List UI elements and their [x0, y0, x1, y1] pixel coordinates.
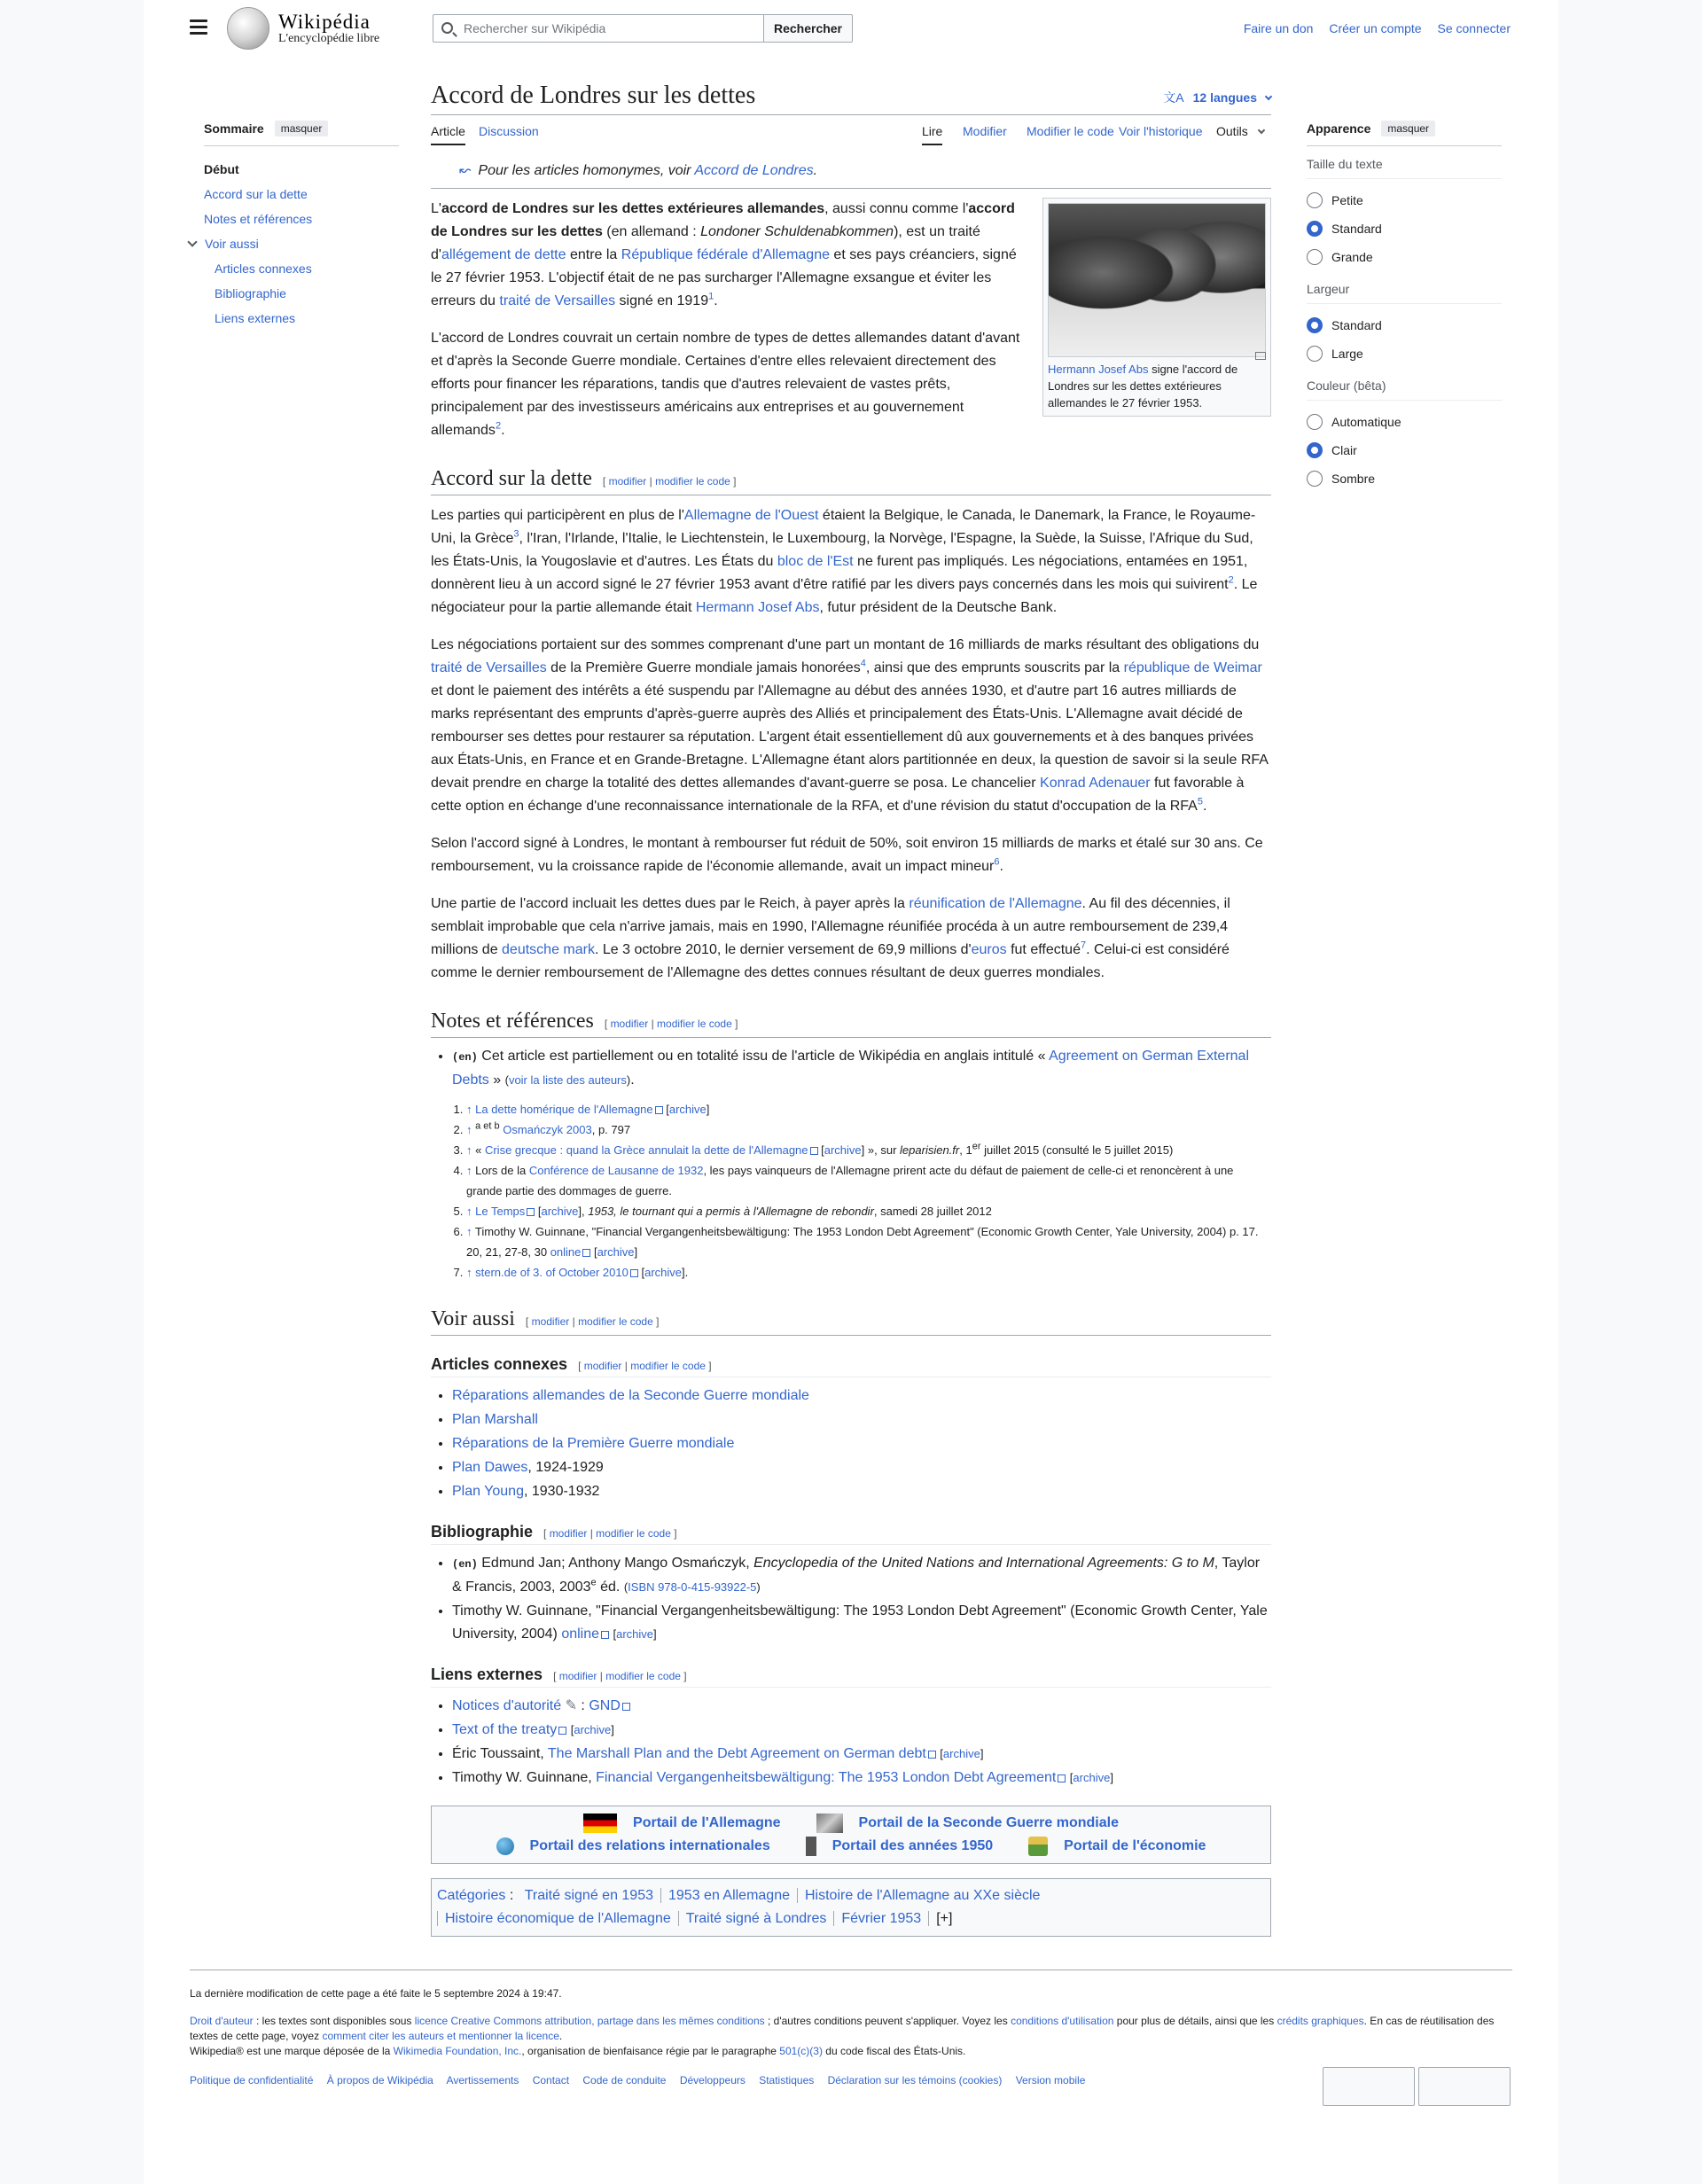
- color-auto-radio[interactable]: Automatique: [1307, 408, 1502, 436]
- toc-item-voir-aussi[interactable]: Voir aussi: [204, 231, 399, 256]
- wikipedia-tagline: L'encyclopédie libre: [278, 32, 380, 45]
- category-link[interactable]: Février 1953: [833, 1911, 928, 1926]
- toc-hide-button[interactable]: masquer: [275, 121, 329, 136]
- list-item: • Text of the treaty [archive]: [452, 1719, 1271, 1742]
- intro-paragraph-2: L'accord de Londres couvrait un certain nombre de types de dettes allemandes datant d'avant et d'après la Seconde Guerre mondiale. Certaines d'entre elles relevaient directement des efforts pour financer les réparations, tandis que d'autres relevaient de vastes prêts, principalement par des investisseurs américains aux entreprises et au gouvernement allemands$^2$.: [431, 331, 1020, 438]
- appearance-panel: [1307, 121, 1502, 493]
- section-heading-articles-connexes: Articles connexes [ modifier | modifier le code ]: [431, 1355, 1271, 1377]
- translation-note: • (en) Cet article est partiellement ou en totalité issu de l'article de Wikipédia en anglais intitulé « Agreement on German External Debts » (voir la liste des auteurs).: [431, 1045, 1271, 1092]
- section-heading-bibliographie: Bibliographie [ modifier | modifier le code ]: [431, 1523, 1271, 1545]
- toc-title: Sommaire: [204, 121, 264, 136]
- last-modified: La dernière modification de cette page a été faite le 5 septembre 2024 à 19:47.: [190, 1987, 562, 2000]
- text-size-standard-radio[interactable]: Standard: [1307, 214, 1502, 243]
- german-flag-icon: [583, 1814, 617, 1833]
- search-icon: [441, 22, 453, 34]
- reference-item: 7. ↑ stern.de of 3. of October 2010 [archive].: [466, 1262, 1271, 1283]
- enlarge-icon[interactable]: [1255, 352, 1266, 360]
- list-item: • Plan Young, 1930-1932: [452, 1480, 1271, 1503]
- toc-item-top[interactable]: Début: [204, 162, 239, 176]
- pencil-icon[interactable]: ✎: [565, 1698, 577, 1713]
- tools-menu[interactable]: Outils: [1216, 124, 1264, 138]
- footer-link[interactable]: Code de conduite: [582, 2074, 667, 2086]
- reference-item: 5. ↑ Le Temps [archive], 1953, le tournant qui a permis à l'Allemagne de rebondir, samedi 28 juillet 2012: [466, 1201, 1271, 1221]
- toc-item-articles-connexes[interactable]: Articles connexes: [215, 261, 312, 276]
- toc-item-liens-externes[interactable]: Liens externes: [215, 311, 296, 325]
- portal-ww2[interactable]: Portail de la Seconde Guerre mondiale: [816, 1814, 1119, 1833]
- toc-item-accord[interactable]: Accord sur la dette: [204, 187, 308, 201]
- section-heading-liens-externes: Liens externes [ modifier | modifier le code ]: [431, 1665, 1271, 1688]
- portal-allemagne[interactable]: Portail de l'Allemagne: [583, 1814, 781, 1833]
- text-size-large-radio[interactable]: Grande: [1307, 243, 1502, 271]
- chevron-down-icon: [1265, 93, 1272, 100]
- footer-link[interactable]: Contact: [532, 2074, 570, 2086]
- footer-link[interactable]: Développeurs: [679, 2074, 746, 2086]
- category-link[interactable]: Traité signé à Londres: [678, 1911, 834, 1926]
- footer-link[interactable]: Avertissements: [446, 2074, 519, 2086]
- reference-item: 3. ↑ « Crise grecque : quand la Grèce annulait la dette de l'Allemagne [archive] », sur leparisien.fr, 1er juillet 2015 (consulté le 5 juillet 2015): [466, 1140, 1271, 1160]
- search-input[interactable]: [433, 14, 766, 43]
- footer-link[interactable]: Version mobile: [1015, 2074, 1086, 2086]
- main-menu-icon[interactable]: [190, 20, 207, 37]
- width-standard-radio[interactable]: Standard: [1307, 311, 1502, 339]
- appearance-title: Apparence: [1307, 121, 1371, 136]
- create-account-link[interactable]: Créer un compte: [1329, 21, 1422, 35]
- tab-article[interactable]: Article: [431, 124, 465, 145]
- section-heading-voir-aussi: Voir aussi [ modifier | modifier le code ]: [431, 1307, 1271, 1336]
- portal-1950[interactable]: Portail des années 1950: [806, 1837, 993, 1856]
- reference-item: 4. ↑ Lors de la Conférence de Lausanne de 1932, les pays vainqueurs de l'Allemagne prirent acte du défaut de paiement de celle-ci et renoncèrent à une grande partie des dommages de guerre.: [466, 1160, 1271, 1201]
- category-expand[interactable]: [+]: [928, 1911, 959, 1926]
- disambiguation-icon: ↜: [459, 163, 472, 178]
- page: [144, 0, 1558, 2184]
- list-item: • Réparations de la Première Guerre mondiale: [452, 1432, 1271, 1455]
- color-light-radio[interactable]: Clair: [1307, 436, 1502, 464]
- related-articles-list: [431, 1384, 1271, 1503]
- categories-label[interactable]: Catégories: [437, 1888, 506, 1903]
- tab-read[interactable]: Lire: [922, 124, 942, 145]
- text-size-label: Taille du texte: [1307, 157, 1502, 179]
- footer-link[interactable]: Politique de confidentialité: [190, 2074, 314, 2086]
- caption-link[interactable]: Hermann Josef Abs: [1048, 363, 1149, 376]
- portal-relations[interactable]: Portail des relations internationales: [496, 1837, 770, 1855]
- list-item: • Plan Dawes, 1924-1929: [452, 1456, 1271, 1479]
- footer-links: [190, 2073, 1512, 2088]
- intro-paragraph-1: L'accord de Londres sur les dettes extérieures allemandes, aussi connu comme l'accord de Londres sur les dettes (en allemand : Londoner Schuldenabkommen), est un traité d'allégement de dette entre la République fédérale d'Allemagne et ses pays créanciers, signé le 27 février 1953. L'objectif était de ne pas surcharger l'Allemagne exsangue et éviter les erreurs du traité de Versailles signé en 1919$^1$.: [431, 201, 1017, 308]
- tab-edit-code[interactable]: Modifier le code: [1027, 124, 1114, 138]
- list-item: • Timothy W. Guinnane, Financial Vergangenheitsbewältigung: The 1953 London Debt Agreement [archive]: [452, 1767, 1271, 1790]
- donate-link[interactable]: Faire un don: [1243, 21, 1314, 35]
- license-text: Droit d'auteur : les textes sont disponibles sous licence Creative Commons attribution, partage dans les mêmes conditions ; d'autres conditions peuvent s'appliquer. Voyez les conditions d'utilisation pour plus de détails, ainsi que les crédits graphiques. En cas de réutilisation des textes de cette page, voyez comment citer les auteurs et mentionner la licence. Wikipedia® est une marque déposée de la Wikimedia Foundation, Inc., organisation de bienfaisance régie par le paragraphe 501(c)(3) du code fiscal des États-Unis.: [190, 2015, 1495, 2057]
- hatnote: ↜ Pour les articles homonymes, voir Accord de Londres.: [459, 163, 818, 178]
- image-caption: Hermann Josef Abs signe l'accord de Londres sur les dettes extérieures allemandes le 27 février 1953.: [1048, 361, 1266, 411]
- color-label: Couleur (bêta): [1307, 378, 1502, 401]
- external-links-list: [431, 1695, 1271, 1790]
- list-item: • Notices d'autorité ✎ : GND: [452, 1695, 1271, 1718]
- table-of-contents: [204, 121, 399, 331]
- list-item: • Éric Toussaint, The Marshall Plan and the Debt Agreement on German debt [archive]: [452, 1743, 1271, 1766]
- search-button[interactable]: Rechercher: [763, 14, 853, 43]
- ww2-icon: [816, 1814, 843, 1833]
- toc-item-notes[interactable]: Notes et références: [204, 212, 313, 226]
- chevron-down-icon: [1257, 127, 1264, 134]
- width-large-radio[interactable]: Large: [1307, 339, 1502, 368]
- bibliography-list: [431, 1552, 1271, 1646]
- portal-economie[interactable]: Portail de l'économie: [1028, 1837, 1206, 1856]
- list-item: • Plan Marshall: [452, 1408, 1271, 1431]
- width-label: Largeur: [1307, 282, 1502, 304]
- categories-box: Catégories : Traité signé en 1953 1953 en Allemagne Histoire de l'Allemagne au XXe siècle Histoire économique de l'Allemagne Traité signé à Londres Février 1953 [+]: [431, 1878, 1271, 1937]
- hatnote-link[interactable]: Accord de Londres: [694, 163, 814, 178]
- photo-image[interactable]: [1048, 203, 1266, 357]
- economy-icon: [1028, 1837, 1048, 1856]
- reference-item: 2. ↑ $^{a et b}$ Osmańczyk 2003, p. 797: [466, 1119, 1271, 1140]
- chevron-down-icon[interactable]: [187, 237, 197, 246]
- wikimedia-badge[interactable]: [1323, 2067, 1415, 2106]
- list-item: • Réparations allemandes de la Seconde Guerre mondiale: [452, 1384, 1271, 1408]
- accord-paragraph-4: Une partie de l'accord incluait les dettes dues par le Reich, à payer après la réunification de l'Allemagne. Au fil des décennies, il semblait improbable que cela n'arrive jamais, mais en 1990, l'Allemagne réunifiée procéda à un autre remboursement de 239,4 millions de deutsche mark. Le 3 octobre 2010, le dernier versement de 69,9 millions d'euros fut effectué$^7$. Celui-ci est considéré comme le dernier remboursement de l'Allemagne des dettes connues résultant de deux guerres mondiales.: [431, 896, 1230, 980]
- page-tabs: [431, 115, 1271, 147]
- section-heading-notes: Notes et références [ modifier | modifier le code ]: [431, 1010, 1271, 1038]
- translate-icon: 文A: [1163, 90, 1184, 105]
- globe-icon: [496, 1837, 514, 1855]
- category-link[interactable]: Histoire de l'Allemagne au XXe siècle: [797, 1888, 1047, 1903]
- user-links: [1231, 21, 1511, 35]
- section-heading-accord: Accord sur la dette [ modifier | modifier le code ]: [431, 467, 1271, 495]
- login-link[interactable]: Se connecter: [1437, 21, 1511, 35]
- wikipedia-wordmark[interactable]: Wikipédia: [278, 11, 371, 33]
- mediawiki-badge[interactable]: [1418, 2067, 1511, 2106]
- list-item: • (en) Edmund Jan; Anthony Mango Osmańczyk, Encyclopedia of the United Nations and International Agreements: G to M, Taylor & Francis, 2003, 2003e éd. (ISBN 978-0-415-93922-5): [452, 1552, 1271, 1599]
- toc-item-bibliographie[interactable]: Bibliographie: [215, 286, 286, 300]
- reference-list: [431, 1099, 1271, 1283]
- language-button[interactable]: 文A 12 langues: [1163, 89, 1271, 106]
- accord-paragraph-2: Les négociations portaient sur des sommes comprenant d'une part un montant de 16 milliards de marks résultant des obligations du traité de Versailles de la Première Guerre mondiale jamais honorées$^4$, ainsi que des emprunts souscrits par la république de Weimar et dont le paiement des intérêts a été suspendu par l'Allemagne au début des années 1930, et d'autre part 16 autres milliards de marks représentant des emprunts d'après-guerre auprès des Alliés et principalement des États-Unis. L'Allemagne avait décidé de rembourser ses dettes pour restaurer sa réputation. L'argent était essentiellement dû aux gouvernements et à des banques privées aux États-Unis, en France et en Grande-Bretagne. L'Allemagne étant alors partitionnée en deux, la question de savoir si la seule RFA devait prendre en charge la totalité des dettes allemandes d'avant-guerre se posa. Le chancelier Konrad Adenauer fut favorable à cette option en échange d'une reconnaissance internationale de la RFA, et d'une révision du statut d'occupation de la RFA$^5$.: [431, 637, 1269, 814]
- reference-item: 6. ↑ Timothy W. Guinnane, "Financial Vergangenheitsbewältigung: The 1953 London Debt Agreement" (Economic Growth Center, Yale University, 2004) p. 17. 20, 21, 27-8, 30 online [archive]: [466, 1221, 1271, 1262]
- appearance-hide-button[interactable]: masquer: [1381, 121, 1435, 136]
- category-link[interactable]: Traité signé en 1953: [524, 1888, 653, 1903]
- image-thumbnail: [1042, 198, 1271, 417]
- category-link[interactable]: 1953 en Allemagne: [660, 1888, 797, 1903]
- footer-link[interactable]: À propos de Wikipédia: [326, 2074, 433, 2086]
- reference-item: 1. ↑ La dette homérique de l'Allemagne [archive]: [466, 1099, 1271, 1119]
- accord-paragraph-3: Selon l'accord signé à Londres, le montant à rembourser fut réduit de 50%, soit environ 15 milliards de marks et étalé sur 30 ans. Ce remboursement, vu la croissance rapide de l'économie allemande, avait un impact mineur$^6$.: [431, 836, 1263, 874]
- footer-link[interactable]: Déclaration sur les témoins (cookies): [827, 2074, 1003, 2086]
- page-title: Accord de Londres sur les dettes: [431, 82, 756, 109]
- category-link[interactable]: Histoire économique de l'Allemagne: [437, 1911, 678, 1926]
- tab-discussion[interactable]: Discussion: [479, 124, 539, 138]
- year-1950-icon: [806, 1837, 816, 1856]
- text-size-small-radio[interactable]: Petite: [1307, 186, 1502, 214]
- accord-paragraph-1: Les parties qui participèrent en plus de l'Allemagne de l'Ouest étaient la Belgique, le Canada, le Danemark, la France, le Royaume-Uni, la Grèce$^3$, l'Iran, l'Irlande, l'Italie, le Liechtenstein, le Luxembourg, la Norvège, l'Espagne, la Suède, la Suisse, l'Afrique du Sud, les États-Unis, la Yougoslavie et d'autres. Les États du bloc de l'Est ne furent pas impliqués. Les négociations, entamées en 1951, donnèrent lieu à un accord signé le 27 février 1953 avant d'être ratifié par les divers pays concernés dans les mois qui suivirent$^2$. Le négociateur pour la partie allemande était Hermann Josef Abs, futur président de la Deutsche Bank.: [431, 508, 1258, 615]
- tab-history[interactable]: Voir l'historique: [1119, 124, 1203, 138]
- list-item: • Timothy W. Guinnane, "Financial Vergangenheitsbewältigung: The 1953 London Debt Agreement" (Economic Growth Center, Yale University, 2004) online [archive]: [452, 1600, 1271, 1646]
- portals-box: [431, 1806, 1271, 1864]
- footer: [190, 1970, 1512, 2088]
- tab-edit[interactable]: Modifier: [963, 124, 1007, 138]
- article-content: [431, 78, 1271, 1937]
- footer-link[interactable]: Statistiques: [759, 2074, 815, 2086]
- search-placeholder: Rechercher sur Wikipédia: [464, 21, 606, 35]
- color-dark-radio[interactable]: Sombre: [1307, 464, 1502, 493]
- wikipedia-globe-logo[interactable]: [227, 7, 269, 50]
